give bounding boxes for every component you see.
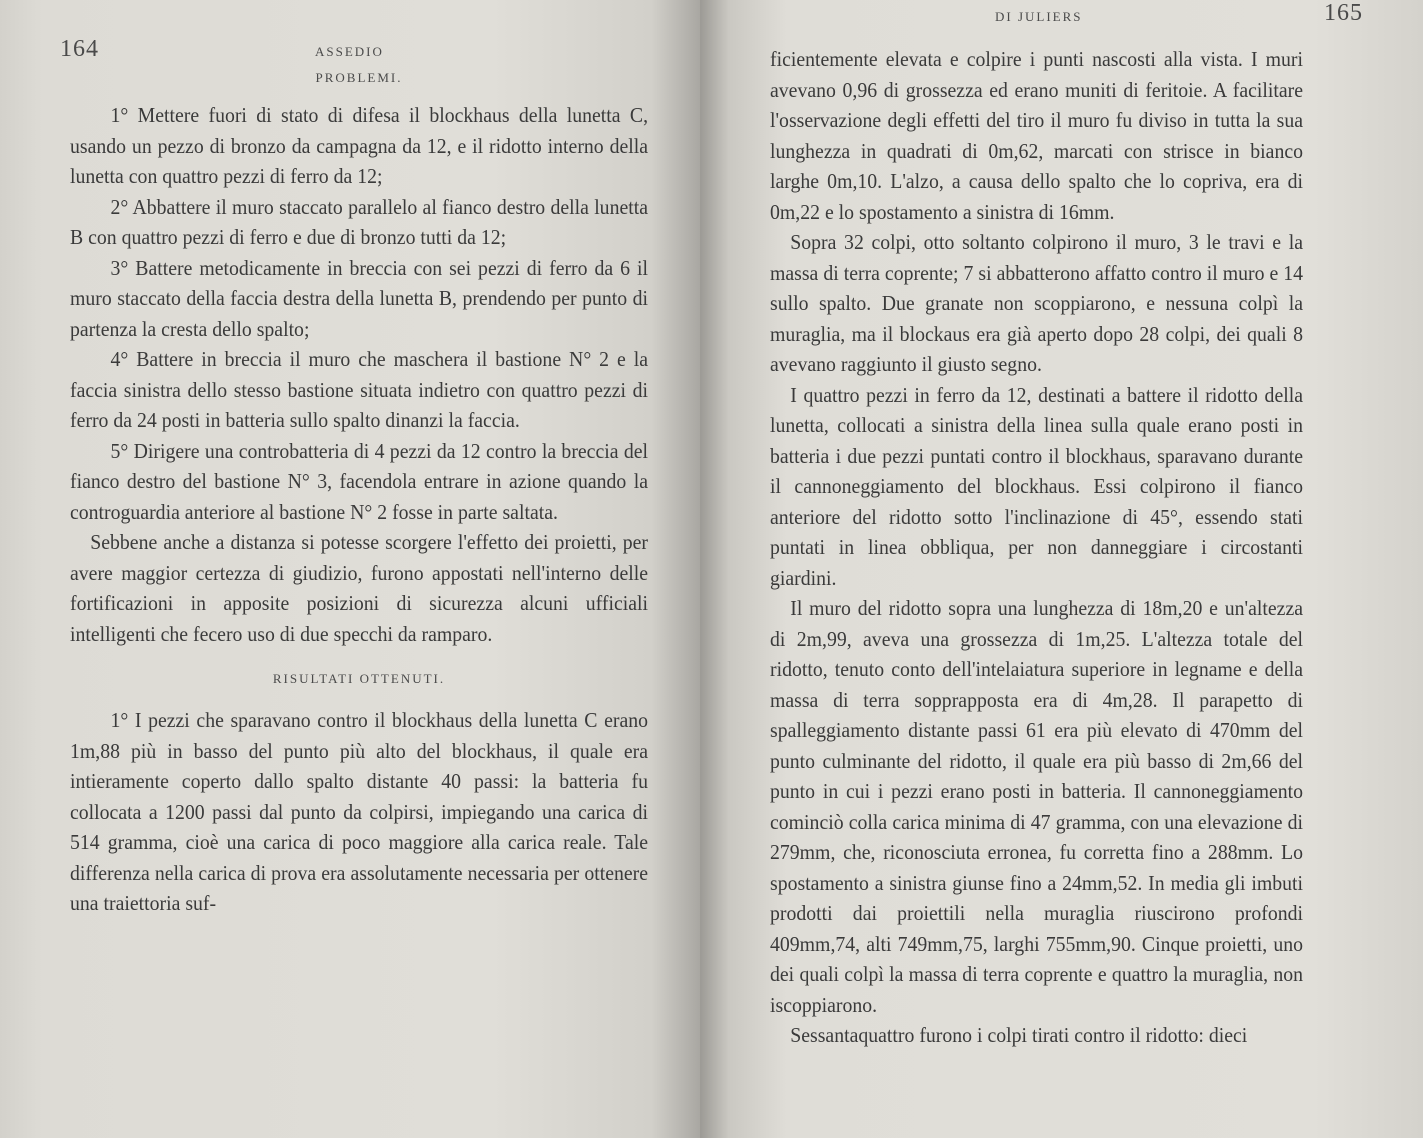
- right-running-head: [770, 0, 1363, 50]
- problems-list: [70, 100, 648, 649]
- paragraph: Il muro del ridotto sopra una lunghezza di 18m,20 e un'altezza di 2m,99, aveva una grossezza di 1m,25. L'altezza totale del ridotto, tenuto conto dell'intelaiatura superiore in legname e della massa di terra sopprapposta era di 4m,28. Il parapetto di spalleggiamento distante passi 61 era più elevato di 470mm del punto culminante del ridotto, il quale era più basso di 2m,66 del punto in cui i pezzi erano posti in batteria. Il cannoneggiamento cominciò colla carica minima di 47 gramma, con una elevazione di 279mm, che, riconosciuta erronea, fu corretta fino a 288mm. Lo spostamento a sinistra giunse fino a 24mm,52. In media gli imbuti prodotti dai proiettili nella muraglia riuscirono profondi 409mm,74, alti 749mm,75, larghi 755mm,90. Cinque proietti, uno dei quali colpì la massa di terra coprente e quattro la muraglia, non iscoppiarono.: [770, 596, 1304, 1017]
- paragraph: ficientemente elevata e colpire i punti nascosti alla vista. I muri avevano 0,96 di grossezza ed erano muniti di feritoie. A facilitare l'osservazione degli effetti del tiro il muro fu diviso in tutta la sua lunghezza in quadrati di 0m,62, marcati con strisce in bianco larghe 0m,10. L'alzo, a causa dello spalto che lo copriva, era di 0m,22 e lo spostamento a sinistra di 16mm.: [770, 47, 1304, 224]
- problem-item: 3° Battere metodicamente in breccia con sei pezzi di ferro da 6 il muro staccato della faccia destra della lunetta B, prendendo per punto di partenza la cresta dello spalto;: [70, 255, 649, 341]
- paragraph: Sebbene anche a distanza si potesse scorgere l'effetto dei proietti, per avere maggior certezza di giudizio, furono appostati nell'interno delle fortificazioni in apposite posizioni di sicurezza alcuni ufficiali intelligenti che fecero uso di due specchi da ramparo.: [70, 530, 649, 646]
- running-title: DI JULIERS: [995, 9, 1083, 24]
- left-page: [0, 0, 700, 1138]
- problem-item: 4° Battere in breccia il muro che maschera il bastione N° 2 e la faccia sinistra dello stesso bastione situata indietro con quattro pezzi di ferro da 24 posti in batteria sullo spalto dinanzi la faccia.: [70, 347, 649, 432]
- problem-item: 2° Abbattere il muro staccato parallelo al fianco destro della lunetta B con quattro pezzi di ferro e due di bronzo tutti da 12;: [70, 194, 649, 249]
- page-number: 164: [60, 36, 99, 62]
- section-title-results: RISULTATI OTTENUTI.: [272, 671, 446, 686]
- paragraph: I quattro pezzi in ferro da 12, destinati a battere il ridotto della lunetta, collocati a sinistra della linea sulla quale erano posti in batteria i due pezzi puntati contro il blockhaus, sparavano durante il cannoneggiamento del blockhaus. Essi colpirono il fianco anteriore del ridotto sotto l'inclinazione di 45°, essendo stati puntati in linea obbliqua, per non danneggiare i circostanti giardini.: [770, 382, 1304, 590]
- right-page: [700, 0, 1423, 1138]
- section-title-problems: PROBLEMI.: [315, 70, 403, 85]
- problem-item: 5° Dirigere una controbatteria di 4 pezzi da 12 contro la breccia del fianco destro del bastione N° 3, facendola entrare in azione quando la controguardia anteriore al bastione N° 2 fosse in parte saltata.: [70, 438, 649, 524]
- page-number: 165: [1324, 0, 1363, 26]
- running-title: ASSEDIO: [315, 44, 384, 59]
- right-body-text: [770, 44, 1303, 1051]
- problem-item: 1° Mettere fuori di stato di difesa il blockhaus della lunetta C, usando un pezzo di bronzo da campagna da 12, e il ridotto interno della lunetta con quattro pezzi di ferro da 12;: [70, 103, 649, 188]
- paragraph: 1° I pezzi che sparavano contro il blockhaus della lunetta C erano 1m,88 più in basso del punto più alto del blockhaus, il quale era intieramente coperto dallo spalto distante 40 passi: la batteria fu collocata a 1200 passi dal punto da colpirsi, impiegando una carica di 514 gramma, cioè una carica di poco maggiore alla carica reale. Tale differenza nella carica di prova era assolutamente necessaria per ottenere una traiettoria suf-: [70, 708, 649, 915]
- results-text: [70, 705, 648, 919]
- left-running-head: [60, 20, 648, 70]
- paragraph: Sessantaquattro furono i colpi tirati contro il ridotto: dieci: [790, 1023, 1248, 1047]
- paragraph: Sopra 32 colpi, otto soltanto colpirono il muro, 3 le travi e la massa di terra coprente; 7 si abbatterono affatto contro il muro e 14 sullo spalto. Due granate non scoppiarono, e nessuna colpì la muraglia, ma il blockaus era già aperto dopo 28 colpi, dei quali 8 avevano raggiunto il giusto segno.: [770, 230, 1304, 376]
